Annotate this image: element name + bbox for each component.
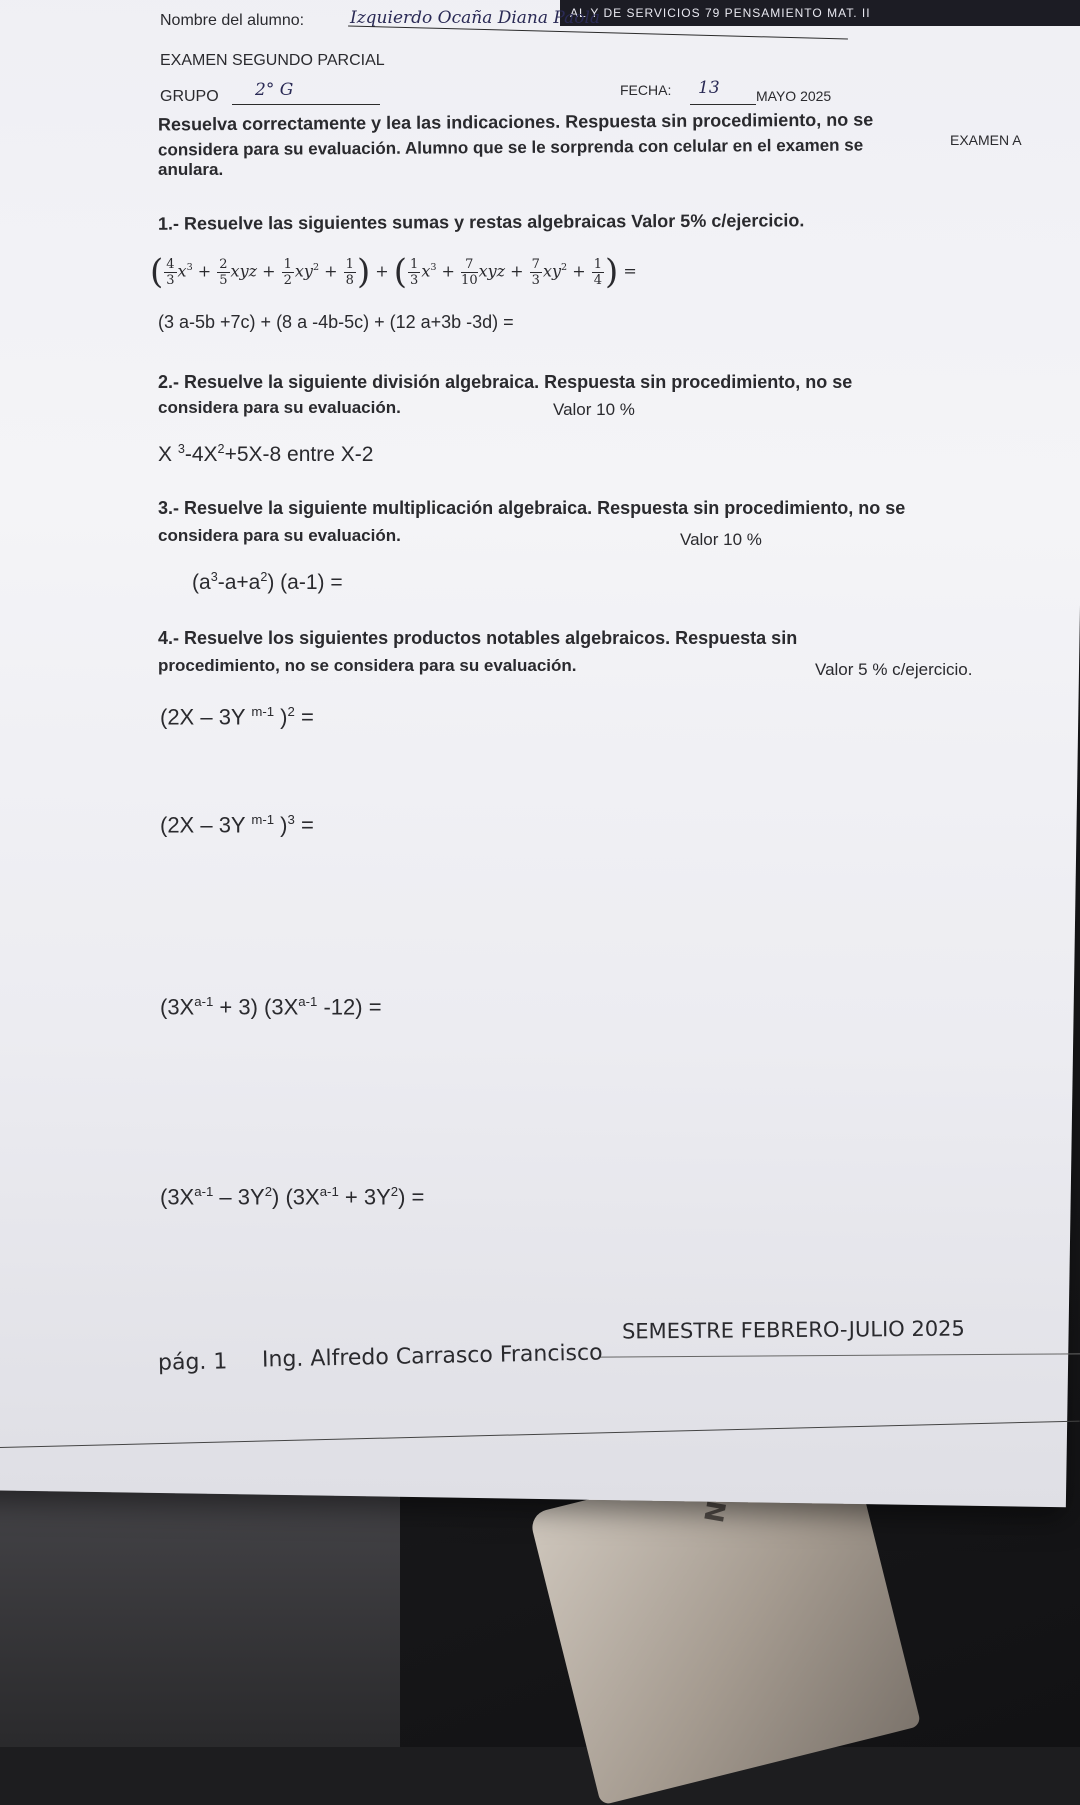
question-3-equation: $(a^3-a+a^2) (a-1)$ = bbox=[192, 570, 343, 594]
page-number: pág. 1 bbox=[157, 1349, 228, 1376]
group-underline bbox=[232, 104, 380, 105]
question-1-title: 1.- Resuelve las siguientes sumas y restas algebraicas Valor 5% c/ejercicio. bbox=[157, 210, 805, 234]
exam-version: EXAMEN A bbox=[950, 132, 1022, 148]
instructions-line-3: anulara. bbox=[158, 160, 224, 179]
instructions-line-1: Resuelva correctamente y lea las indicaciones. Respuesta sin procedimiento, no se bbox=[157, 109, 874, 135]
date-underline bbox=[690, 104, 756, 105]
semester-label: SEMESTRE FEBRERO-JULIO 2025 bbox=[621, 1316, 965, 1344]
question-4-value: Valor 5 % c/ejercicio. bbox=[815, 660, 973, 679]
question-3-line-1: 3.- Resuelve la siguiente multiplicación algebraica. Respuesta sin procedimiento, no se bbox=[158, 498, 906, 518]
date-label: FECHA: bbox=[620, 82, 672, 98]
question-2-line-1: 2.- Resuelve la siguiente división algebraica. Respuesta sin procedimiento, no se bbox=[158, 372, 853, 392]
question-1-equation-2: (3 a-5b +7c) + (8 a -4b-5c) + (12 a+3b -3d) = bbox=[158, 312, 514, 332]
student-name-value: Izquierdo Ocaña Diana Paola bbox=[350, 8, 601, 28]
instructions-line-2: considera para su evaluación. Alumno que se le sorprenda con celular en el examen se bbox=[157, 135, 864, 160]
footer-rule-upper bbox=[600, 1353, 1080, 1357]
question-2-line-2: considera para su evaluación. bbox=[158, 398, 401, 417]
question-2-equation-tail: +5X-8 entre X-2 bbox=[224, 443, 374, 466]
question-1-equation-1: ( $\frac{4}{3}$ $x^3$ + $\frac{2}{5}$ xyz + $\frac{1}{2}$ $xy^2$ + $\frac{1}{8}$ ) + ( $\frac{1}{3}$ $x^3$ + $\frac{7}{10}$ xyz + $\frac{7}{3}$ $xy^2$ + $\frac{1}{4}$ ) = bbox=[150, 252, 637, 292]
school-banner: AL Y DE SERVICIOS 79 PENSAMIENTO MAT. II bbox=[560, 0, 1080, 26]
student-name-label: Nombre del alumno: bbox=[160, 12, 305, 29]
question-4-line-1: 4.- Resuelve los siguientes productos notables algebraicos. Respuesta sin bbox=[158, 628, 798, 648]
question-2-value: Valor 10 % bbox=[553, 400, 635, 419]
date-month-year: MAYO 2025 bbox=[756, 88, 832, 104]
question-4-equation-2: (2X – 3Y $^{m-1}$ )$^3$ = bbox=[160, 812, 314, 838]
group-value: 2° G bbox=[255, 80, 294, 100]
question-4-line-2: procedimiento, no se considera para su evaluación. bbox=[158, 656, 577, 675]
question-4-equation-4: $(3X^{a-1} - 3Y^2) (3X^{a-1} + 3Y^2)$ = bbox=[160, 1184, 425, 1210]
group-label: GRUPO bbox=[160, 88, 219, 105]
footer-rule bbox=[0, 1421, 1080, 1448]
question-2-equation: X $^3-4X^2+5X-8$ entre X-2 bbox=[158, 442, 374, 466]
question-4-equation-3: $(3X^{a-1} + 3)$ ($3X^{a-1}$ -12) = bbox=[160, 994, 382, 1020]
teacher-name: Ing. Alfredo Carrasco Francisco bbox=[261, 1340, 603, 1373]
date-day: 13 bbox=[698, 78, 720, 98]
question-3-line-2: considera para su evaluación. bbox=[158, 526, 401, 545]
question-4-equation-1: (2X – 3Y $^{m-1}$ )$^2$ = bbox=[160, 704, 314, 730]
exam-title: EXAMEN SEGUNDO PARCIAL bbox=[160, 52, 385, 69]
question-3-value: Valor 10 % bbox=[680, 530, 762, 549]
